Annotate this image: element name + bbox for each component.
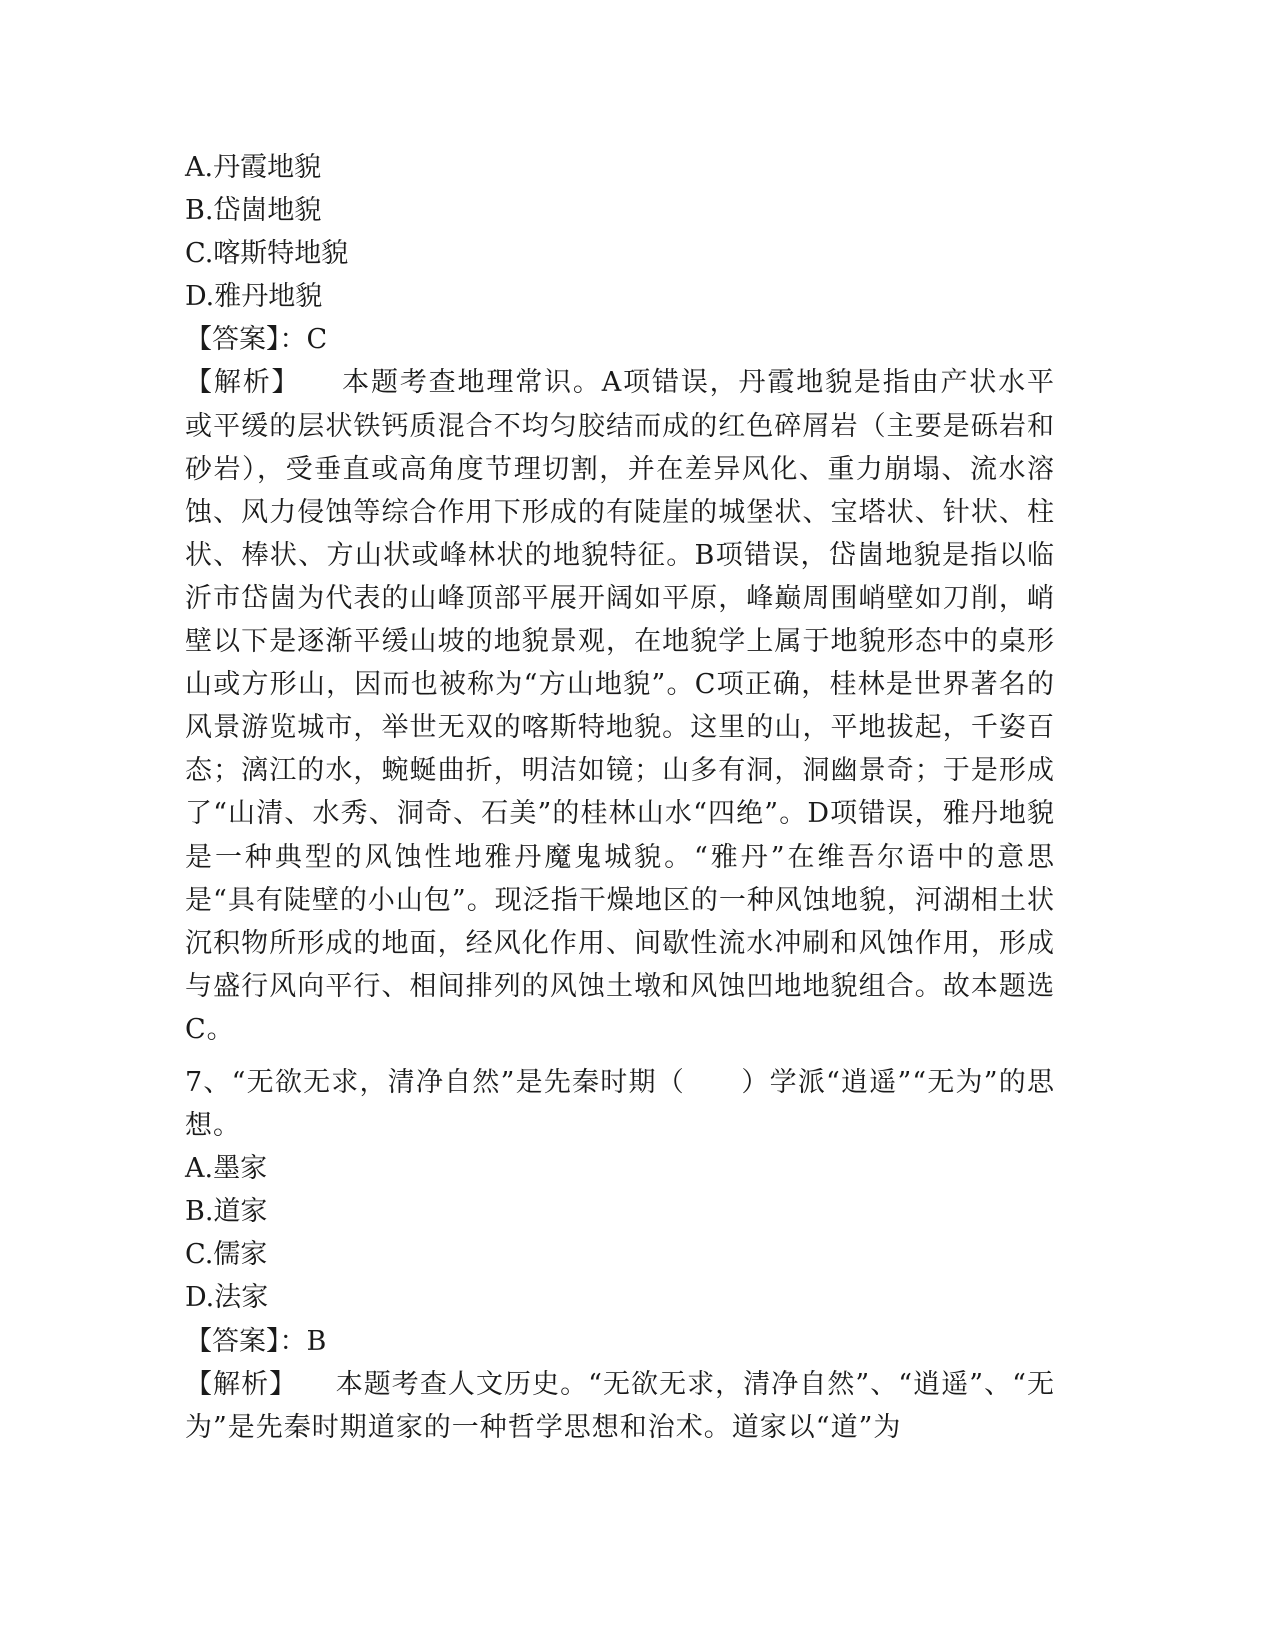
option-a: A.丹霞地貌 xyxy=(185,152,322,183)
option-d: D.雅丹地貌 xyxy=(185,281,323,313)
question-7-answer: 【答案】：B xyxy=(185,1325,327,1357)
question-7-stem: 7、“无欲无求，清净自然”是先秦时期（ ）学派“逍遥”“无为”的思想。 xyxy=(185,1066,1055,1142)
question-6-analysis xyxy=(185,361,1055,1051)
question-7-options xyxy=(185,1147,1085,1319)
question-6-answer: 【答案】：C xyxy=(185,324,328,356)
option-c: C.喀斯特地貌 xyxy=(185,238,349,270)
document-page xyxy=(185,146,1085,1449)
question-7-analysis xyxy=(185,1363,1055,1449)
option-a: A.墨家 xyxy=(185,1153,268,1185)
analysis-text: 本题考查人文历史。“无欲无求，清净自然”、“逍遥”、“无为”是先秦时期道家的一种哲学思想和治术。道家以“道”为 xyxy=(185,1368,1055,1443)
analysis-tag: 【解析】 xyxy=(185,1368,298,1400)
analysis-text: 本题考查地理常识。A项错误，丹霞地貌是指由产状水平或平缓的层状铁钙质混合不均匀胶结而成的红色碎屑岩（主要是砾岩和砂岩），受垂直或高角度节理切割，并在差异风化、重力崩塌、流水溶蚀、风力侵蚀等综合作用下形成的有陡崖的城堡状、宝塔状、针状、柱状、棒状、方山状或峰林状的地貌特征。B项错误，岱崮地貌是指以临沂市岱崮为代表的山峰顶部平展开阔如平原，峰巅周围峭壁如刀削，峭壁以下是逐渐平缓山坡的地貌景观，在地貌学上属于地貌形态中的桌形山或方形山，因而也被称为“方山地貌”。C项正确，桂林是世界著名的风景游览城市，举世无双的喀斯特地貌。这里的山，平地拔起，千姿百态；漓江的水，蜿蜒曲折，明洁如镜；山多有洞，洞幽景奇；于是形成了“山清、水秀、洞奇、石美”的桂林山水“四绝”。D项错误，雅丹地貌是一种典型的风蚀性地雅丹魔鬼城貌。“雅丹”在维吾尔语中的意思是“具有陡壁的小山包”。现泛指干燥地区的一种风蚀地貌，河湖相土状沉积物所形成的地面，经风化作用、间歇性流水冲刷和风蚀作用，形成与盛行风向平行、相间排列的风蚀土墩和风蚀凹地地貌组合。故本题选C。 xyxy=(185,367,1056,1045)
question-6-options xyxy=(185,146,1085,318)
option-c: C.儒家 xyxy=(185,1239,268,1271)
analysis-tag: 【解析】 xyxy=(185,367,301,399)
option-b: B.岱崮地貌 xyxy=(185,195,322,227)
option-d: D.法家 xyxy=(185,1282,269,1314)
option-b: B.道家 xyxy=(185,1196,268,1228)
